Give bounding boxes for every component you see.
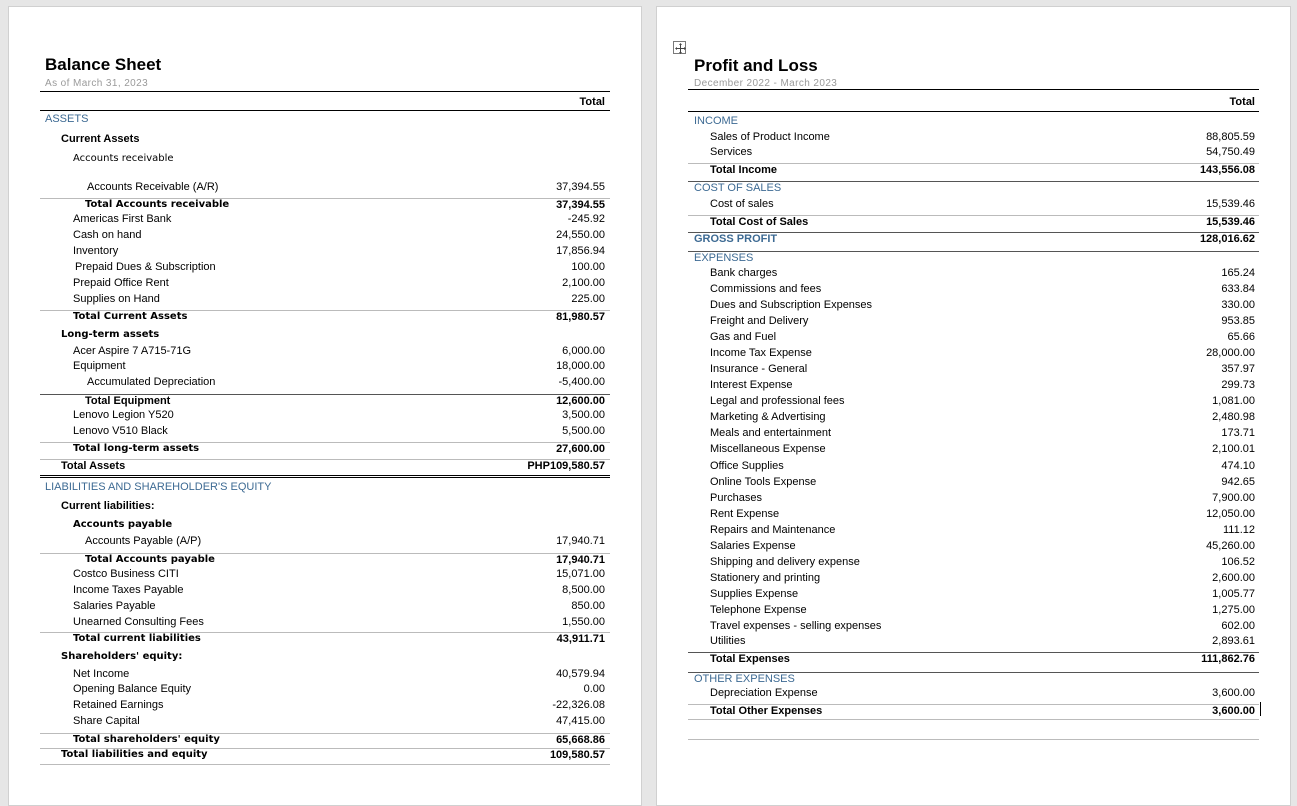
row-amount: 24,550.00: [556, 229, 605, 241]
row-amount: 602.00: [1221, 620, 1255, 632]
row-label: Total Other Expenses: [710, 705, 823, 717]
row-expenses: [688, 251, 1259, 268]
row-amount: 2,100.00: [562, 277, 605, 289]
row-amount: 633.84: [1221, 283, 1255, 295]
row-label: Purchases: [710, 492, 762, 504]
row-equipment: [40, 360, 610, 376]
row-label: Miscellaneous Expense: [710, 443, 826, 455]
row-americas-first-bank: [40, 213, 610, 229]
row-salaries-payable: [40, 600, 610, 616]
row-insurance-general: [688, 363, 1259, 379]
row-amount: 111.12: [1222, 524, 1255, 536]
row-online-tools-expense: [688, 476, 1259, 492]
row-services: [688, 146, 1259, 162]
row-amount: 1,275.00: [1212, 604, 1255, 616]
row-amount: 17,940.71: [556, 535, 605, 547]
row-label: Supplies on Hand: [73, 293, 160, 305]
row-label: Accumulated Depreciation: [87, 376, 216, 388]
row-amount: 37,394.55: [556, 181, 605, 193]
row-label: Office Supplies: [710, 460, 784, 472]
row-label: Total Equipment: [85, 395, 171, 407]
row-amount: 3,600.00: [1212, 687, 1255, 699]
row-amount: 2,100.01: [1212, 443, 1255, 455]
row-assets: [40, 113, 610, 129]
row-amount: 15,539.46: [1206, 216, 1255, 228]
text-cursor: [1260, 702, 1261, 716]
row-label: Retained Earnings: [73, 699, 164, 711]
row-office-supplies: [688, 460, 1259, 476]
row-amount: 106.52: [1221, 556, 1255, 568]
row-label: Insurance - General: [710, 363, 808, 375]
row-amount: 1,550.00: [562, 616, 605, 628]
row-label: Sales of Product Income: [710, 131, 830, 143]
row-label: Acer Aspire 7 A715-71G: [73, 345, 192, 357]
balance-sheet-date: As of March 31, 2023: [45, 78, 149, 89]
row-label: Lenovo Legion Y520: [73, 409, 174, 421]
row-cash-on-hand: [40, 229, 610, 245]
row-label: COST OF SALES: [694, 182, 782, 194]
row-amount: 2,600.00: [1212, 572, 1255, 584]
row-label: Marketing & Advertising: [710, 411, 826, 423]
row-shipping-and-delivery-expense: [688, 556, 1259, 572]
row-label: Repairs and Maintenance: [710, 524, 836, 536]
row-label: Accounts receivable: [73, 153, 174, 164]
row-rent-expense: [688, 508, 1259, 524]
row-opening-balance-equity: [40, 683, 610, 699]
row-amount: 6,000.00: [562, 345, 605, 357]
balance-sheet-total-header: Total: [579, 96, 605, 108]
row-label: LIABILITIES AND SHAREHOLDER'S EQUITY: [45, 481, 272, 493]
row-label: Current liabilities:: [61, 500, 155, 512]
row-current-liabilities: [40, 500, 610, 516]
row-prepaid-office-rent: [40, 277, 610, 293]
row-amount: 45,260.00: [1206, 540, 1255, 552]
header-rule: [40, 91, 610, 92]
row-utilities: [688, 635, 1259, 651]
row-meals-and-entertainment: [688, 427, 1259, 443]
row-label: Total Accounts receivable: [85, 199, 230, 210]
row-label: Meals and entertainment: [710, 427, 832, 439]
row-label: Total long-term assets: [73, 443, 200, 454]
row-amount: 942.65: [1221, 476, 1255, 488]
row-label: Interest Expense: [710, 379, 793, 391]
row-label: Utilities: [710, 635, 746, 647]
total-assets-double-rule: [40, 475, 610, 478]
row-amount: 1,081.00: [1212, 395, 1255, 407]
row-label: Gas and Fuel: [710, 331, 777, 343]
row-amount: 100.00: [571, 261, 605, 273]
row-label: Online Tools Expense: [710, 476, 817, 488]
row-label: GROSS PROFIT: [694, 233, 778, 245]
row-amount: -245.92: [567, 213, 605, 225]
row-label: Travel expenses - selling expenses: [710, 620, 882, 632]
row-label: Americas First Bank: [73, 213, 172, 225]
row-label: Shareholders' equity:: [61, 651, 183, 662]
row-bank-charges: [688, 267, 1259, 283]
row-total-expenses: [688, 652, 1259, 669]
row-label: Unearned Consulting Fees: [73, 616, 204, 628]
row-gross-profit: [688, 232, 1259, 249]
row-amount: 47,415.00: [556, 715, 605, 727]
row-amount: 17,940.71: [556, 554, 605, 566]
row-total-current-assets: [40, 310, 610, 327]
row-label: Commissions and fees: [710, 283, 822, 295]
row-repairs-and-maintenance: [688, 524, 1259, 540]
row-label: EXPENSES: [694, 252, 754, 264]
row-gas-and-fuel: [688, 331, 1259, 347]
row-net-income: [40, 668, 610, 684]
row-total-liabilities-and-equity: [40, 748, 610, 765]
row-label: Current Assets: [61, 133, 140, 145]
row-supplies-on-hand: [40, 293, 610, 309]
row-label: Total shareholders' equity: [73, 734, 220, 745]
row-amount: 18,000.00: [556, 360, 605, 372]
row-amount: PHP109,580.57: [527, 460, 605, 472]
row-amount: 109,580.57: [549, 749, 605, 761]
row-amount: 12,050.00: [1206, 508, 1255, 520]
row-label: Income Taxes Payable: [73, 584, 184, 596]
row-cost-of-sales: [688, 198, 1259, 214]
row-lenovo-v510-black: [40, 425, 610, 441]
row-label: Cash on hand: [73, 229, 142, 241]
row-long-term-assets: [40, 329, 610, 345]
row-amount: 165.24: [1221, 267, 1255, 279]
row-label: Income Tax Expense: [710, 347, 812, 359]
row-amount: 65,668.86: [556, 734, 605, 746]
row-unearned-consulting-fees: [40, 616, 610, 632]
row-acer-aspire-7-a715-71g: [40, 345, 610, 361]
row-label: Total Assets: [61, 460, 126, 472]
row-inventory: [40, 245, 610, 261]
row-amount: 3,600.00: [1212, 705, 1255, 717]
balance-sheet-title: Balance Sheet: [45, 55, 162, 74]
row-label: Inventory: [73, 245, 119, 257]
profit-loss-total-header: Total: [1229, 96, 1255, 108]
row-supplies-expense: [688, 588, 1259, 604]
row-amount: 65.66: [1227, 331, 1255, 343]
row-current-assets: [40, 133, 610, 149]
row-amount: 5,500.00: [562, 425, 605, 437]
header-rule: [688, 89, 1259, 90]
row-total-assets: [40, 459, 610, 476]
row-sales-of-product-income: [688, 131, 1259, 147]
row-label: Opening Balance Equity: [73, 683, 192, 695]
row-dues-and-subscription-expenses: [688, 299, 1259, 315]
row-accounts-receivable-a-r: [40, 181, 610, 197]
row-label: Total Expenses: [710, 653, 790, 665]
row-label: Share Capital: [73, 715, 140, 727]
row-label: Total Income: [710, 164, 778, 176]
row-amount: 54,750.49: [1206, 146, 1255, 158]
column-header-rule: [688, 111, 1259, 112]
row-total-cost-of-sales: [688, 215, 1259, 232]
row-purchases: [688, 492, 1259, 508]
row-accounts-receivable: [40, 153, 610, 169]
row-marketing-advertising: [688, 411, 1259, 427]
row-freight-and-delivery: [688, 315, 1259, 331]
row-travel-expenses-selling-expenses: [688, 620, 1259, 636]
row-interest-expense: [688, 379, 1259, 395]
row-amount: 17,856.94: [556, 245, 605, 257]
row-costco-business-citi: [40, 568, 610, 584]
row-amount: 3,500.00: [562, 409, 605, 421]
row-amount: 850.00: [571, 600, 605, 612]
row-miscellaneous-expense: [688, 443, 1259, 459]
row-label: Prepaid Office Rent: [73, 277, 169, 289]
row-amount: 43,911.71: [556, 633, 605, 645]
row-income: [688, 115, 1259, 131]
row-label: OTHER EXPENSES: [694, 673, 795, 685]
row-label: Stationery and printing: [710, 572, 821, 584]
row-amount: 299.73: [1221, 379, 1255, 391]
column-header-rule: [40, 110, 610, 111]
row-amount: 2,480.98: [1212, 411, 1255, 423]
row-label: Total Accounts payable: [85, 554, 215, 565]
row-amount: 111,862.76: [1201, 653, 1255, 665]
row-label: Long-term assets: [61, 329, 160, 340]
row-label: Salaries Expense: [710, 540, 796, 552]
row-amount: -5,400.00: [558, 376, 605, 388]
profit-loss-title: Profit and Loss: [694, 56, 818, 75]
row-label: Telephone Expense: [710, 604, 807, 616]
row-amount: 2,893.61: [1212, 635, 1255, 647]
row-label: Legal and professional fees: [710, 395, 845, 407]
row-commissions-and-fees: [688, 283, 1259, 299]
row-total-income: [688, 163, 1259, 180]
row-label: INCOME: [694, 115, 738, 127]
row-salaries-expense: [688, 540, 1259, 556]
row-prepaid-dues-subscription: [40, 261, 610, 277]
row-lenovo-legion-y520: [40, 409, 610, 425]
row-amount: 225.00: [571, 293, 605, 305]
row-amount: 953.85: [1221, 315, 1255, 327]
row-amount: 28,000.00: [1206, 347, 1255, 359]
row-label: Supplies Expense: [710, 588, 799, 600]
row-label: Cost of sales: [710, 198, 774, 210]
row-amount: 173.71: [1221, 427, 1255, 439]
row-label: Accounts Receivable (A/R): [87, 181, 219, 193]
row-share-capital: [40, 715, 610, 731]
row-amount: 8,500.00: [562, 584, 605, 596]
row-accounts-payable-a-p: [40, 535, 610, 551]
row-accounts-payable: [40, 519, 610, 535]
row-label: Lenovo V510 Black: [73, 425, 168, 437]
row-amount: 15,071.00: [556, 568, 605, 580]
row-amount: 1,005.77: [1212, 588, 1255, 600]
row-label: Depreciation Expense: [710, 687, 818, 699]
row-label: Shipping and delivery expense: [710, 556, 860, 568]
row-amount: 40,579.94: [556, 668, 605, 680]
row-stationery-and-printing: [688, 572, 1259, 588]
row-retained-earnings: [40, 699, 610, 715]
row-label: Salaries Payable: [73, 600, 156, 612]
row-total-long-term-assets: [40, 442, 610, 459]
row-amount: 37,394.55: [556, 199, 605, 211]
row-label: Equipment: [73, 360, 126, 372]
row-amount: 357.97: [1221, 363, 1255, 375]
row-amount: 474.10: [1221, 460, 1255, 472]
row-legal-and-professional-fees: [688, 395, 1259, 411]
row-amount: 0.00: [583, 683, 605, 695]
row-label: Services: [710, 146, 753, 158]
row-amount: 7,900.00: [1212, 492, 1255, 504]
row-shareholders-equity: [40, 651, 610, 667]
row-amount: 128,016.62: [1199, 233, 1255, 245]
report-footer-rule: [688, 739, 1259, 740]
row-cost-of-sales: [688, 181, 1259, 198]
row-amount: 88,805.59: [1206, 131, 1255, 143]
row-label: Accounts Payable (A/P): [85, 535, 202, 547]
row-label: Bank charges: [710, 267, 778, 279]
row-label: Total current liabilities: [73, 633, 201, 644]
row-income-taxes-payable: [40, 584, 610, 600]
row-telephone-expense: [688, 604, 1259, 620]
row-label: Prepaid Dues & Subscription: [75, 261, 216, 273]
row-amount: -22,326.08: [552, 699, 605, 711]
row-amount: 27,600.00: [556, 443, 605, 455]
row-label: Freight and Delivery: [710, 315, 809, 327]
row-amount: 15,539.46: [1206, 198, 1255, 210]
liabilities-footer-rule: [40, 764, 610, 765]
row-income-tax-expense: [688, 347, 1259, 363]
row-accumulated-depreciation: [40, 376, 610, 392]
row-label: Rent Expense: [710, 508, 780, 520]
row-label: Total Current Assets: [73, 311, 188, 322]
row-amount: 12,600.00: [556, 395, 605, 407]
row-label: Accounts payable: [73, 519, 173, 530]
row-label: Net Income: [73, 668, 130, 680]
row-label: Dues and Subscription Expenses: [710, 299, 873, 311]
row-total-current-liabilities: [40, 632, 610, 649]
row-label: Total Cost of Sales: [710, 216, 809, 228]
row-label: Total liabilities and equity: [61, 749, 208, 760]
table-move-handle-icon[interactable]: [673, 41, 686, 54]
row-label: ASSETS: [45, 113, 89, 125]
row-liabilities-and-shareholder-s-equity: [40, 481, 610, 497]
row-amount: 143,556.08: [1199, 164, 1255, 176]
row-label: Costco Business CITI: [73, 568, 179, 580]
row-amount: 330.00: [1221, 299, 1255, 311]
row-amount: 81,980.57: [556, 311, 605, 323]
row-depreciation-expense: [688, 687, 1259, 703]
other-expenses-footer-rule: [688, 719, 1259, 720]
profit-loss-period: December 2022 - March 2023: [694, 78, 838, 89]
